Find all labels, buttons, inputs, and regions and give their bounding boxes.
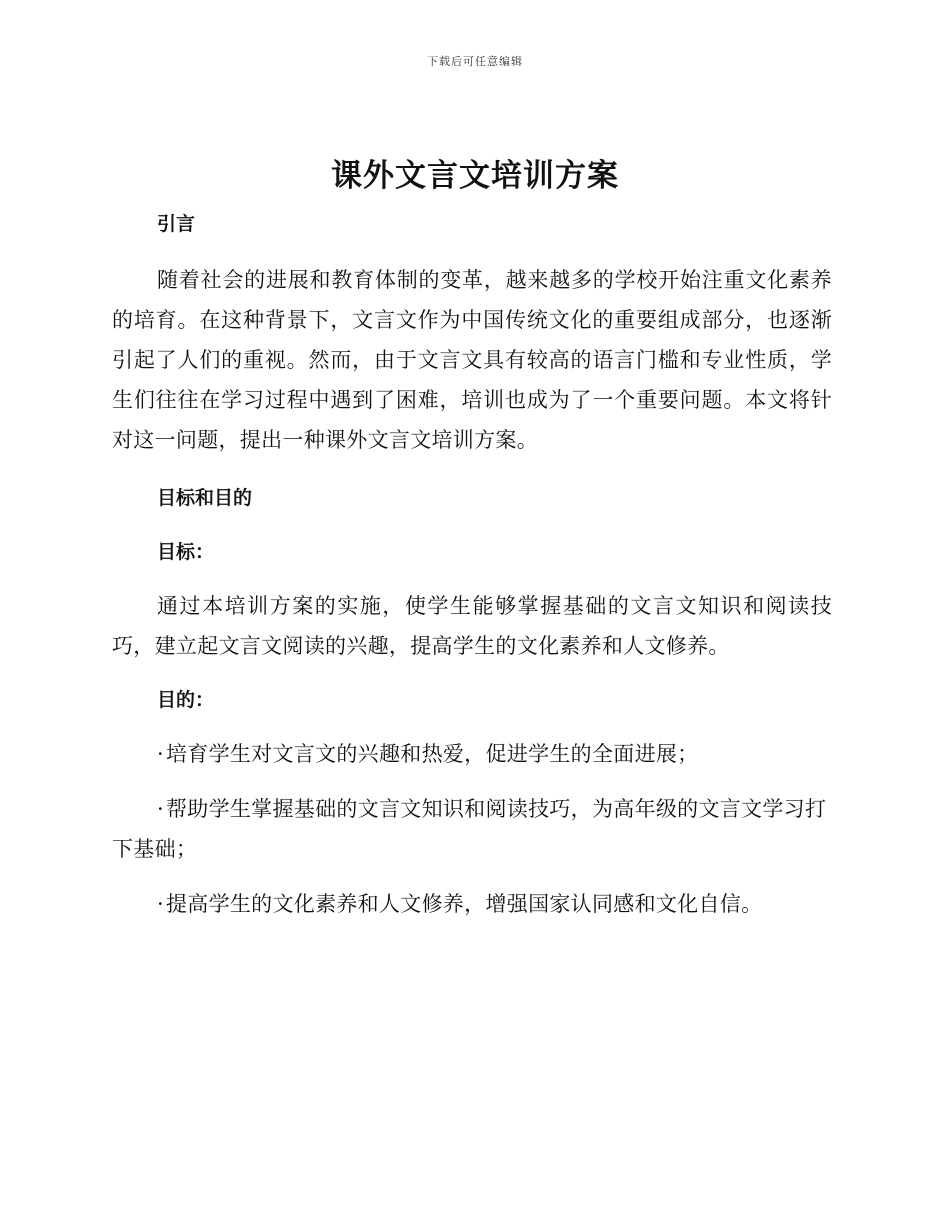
purpose-item-text: 培育学生对文言文的兴趣和热爱，促进学生的全面进展； [165,742,699,766]
intro-heading: 引言 [157,213,196,235]
intro-paragraph: 随着社会的进展和教育体制的变革，越来越多的学校开始注重文化素养的培育。在这种背景下，文言文作为中国传统文化的重要组成部分，也逐渐引起了人们的重视。然而，由于文言文具有较高的语言门槛和专业性质，学生们往往在学习过程中遇到了困难，培训也成为了一个重要问题。本文将针对这一问题，提出一种课外文言文培训方案。 [112,268,832,452]
bullet-dot-icon: · [157,742,164,766]
target-heading: 目标： [157,541,215,563]
bullet-dot-icon: · [157,892,164,916]
purpose-list-item [112,789,832,869]
document-title: 课外文言文培训方案 [331,158,619,194]
purpose-list [112,734,832,924]
document-body [112,200,832,939]
purpose-item-text: 提高学生的文化素养和人文修养，增强国家认同感和文化自信。 [165,892,763,916]
purpose-list-item [112,734,832,774]
purpose-item-text: 帮助学生掌握基础的文言文知识和阅读技巧，为高年级的文言文学习打下基础； [112,797,827,861]
purpose-list-item [112,884,832,924]
purpose-heading: 目的： [157,689,215,711]
page-header-note: 下载后可任意编辑 [427,55,523,68]
bullet-dot-icon: · [157,797,164,821]
target-paragraph: 通过本培训方案的实施，使学生能够掌握基础的文言文知识和阅读技巧，建立起文言文阅读的兴趣，提高学生的文化素养和人文修养。 [112,594,832,658]
goals-heading: 目标和目的 [157,487,253,509]
